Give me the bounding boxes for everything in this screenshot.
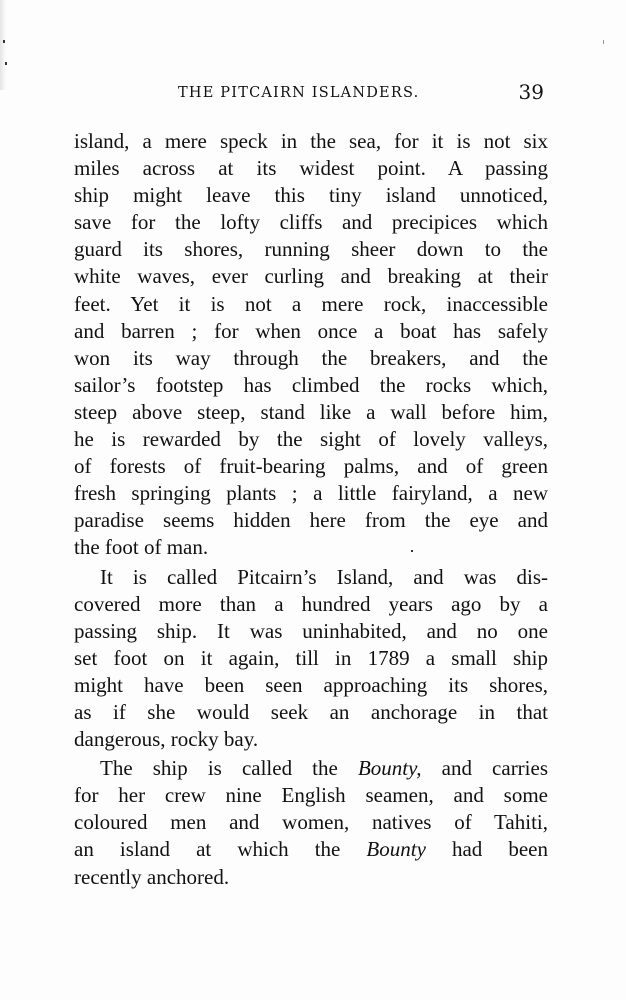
text-line: passing ship. It was uninhabited, and no one [74,618,548,643]
text-line: white waves, ever curling and breaking at their [74,264,548,289]
text-line: the foot of man. [74,535,209,560]
text-line: miles across at its widest point. A passing [74,156,548,181]
paragraph-2 [74,564,548,754]
text-line: recently anchored. [74,864,230,889]
text-line: might have been seen approaching its shores, [74,672,548,697]
text-line: of forests of fruit-bearing palms, and of green [74,454,548,479]
text-line: for her crew nine English seamen, and some [74,783,548,808]
text-line: as if she would seek an anchorage in that [74,699,548,724]
print-speck [603,40,604,44]
page-header [74,80,546,108]
text-line [74,836,548,863]
text-run: and carries [421,756,548,781]
print-speck [3,40,5,43]
text-line: ship might leave this tiny island unnoticed, [74,183,548,208]
text-line: feet. Yet it is not a mere rock, inaccessible [74,291,548,316]
text-line: dangerous, rocky bay. [74,727,259,752]
text-line: coloured men and women, natives of Tahiti, [74,810,548,835]
text-line: set foot on it again, till in 1789 a small ship [74,645,548,670]
text-run: The ship is called the [100,756,358,781]
text-line: fresh springing plants ; a little fairyland, a new [74,481,548,506]
text-line: paradise seems hidden here from the eye and [74,508,548,533]
page-number: 39 [518,80,544,104]
body-text [74,128,548,891]
text-run: had been [425,837,548,862]
text-line: save for the lofty cliffs and precipices which [74,210,548,235]
text-line: It is called Pitcairn’s Island, and was dis- [100,564,548,589]
ship-name: Bounty [366,837,426,862]
text-line: steep above steep, stand like a wall before him, [74,399,548,424]
text-run: an island at which the [74,837,367,862]
text-line: and barren ; for when once a boat has safely [74,318,548,343]
text-line: guard its shores, running sheer down to the [74,237,548,262]
page-edge-shadow [0,0,6,90]
text-line: island, a mere speck in the sea, for it is not six [74,129,548,153]
text-line: he is rewarded by the sight of lovely valleys, [74,427,548,452]
print-speck [5,62,7,65]
text-line: covered more than a hundred years ago by a [74,591,548,616]
text-line [74,755,548,782]
paragraph-3 [74,755,548,890]
running-head: THE PITCAIRN ISLANDERS. [178,85,420,101]
text-line: sailor’s footstep has climbed the rocks which, [74,372,548,397]
ship-name: Bounty, [357,756,422,781]
paragraph-1 [74,128,548,562]
text-line: won its way through the breakers, and the [74,345,548,370]
